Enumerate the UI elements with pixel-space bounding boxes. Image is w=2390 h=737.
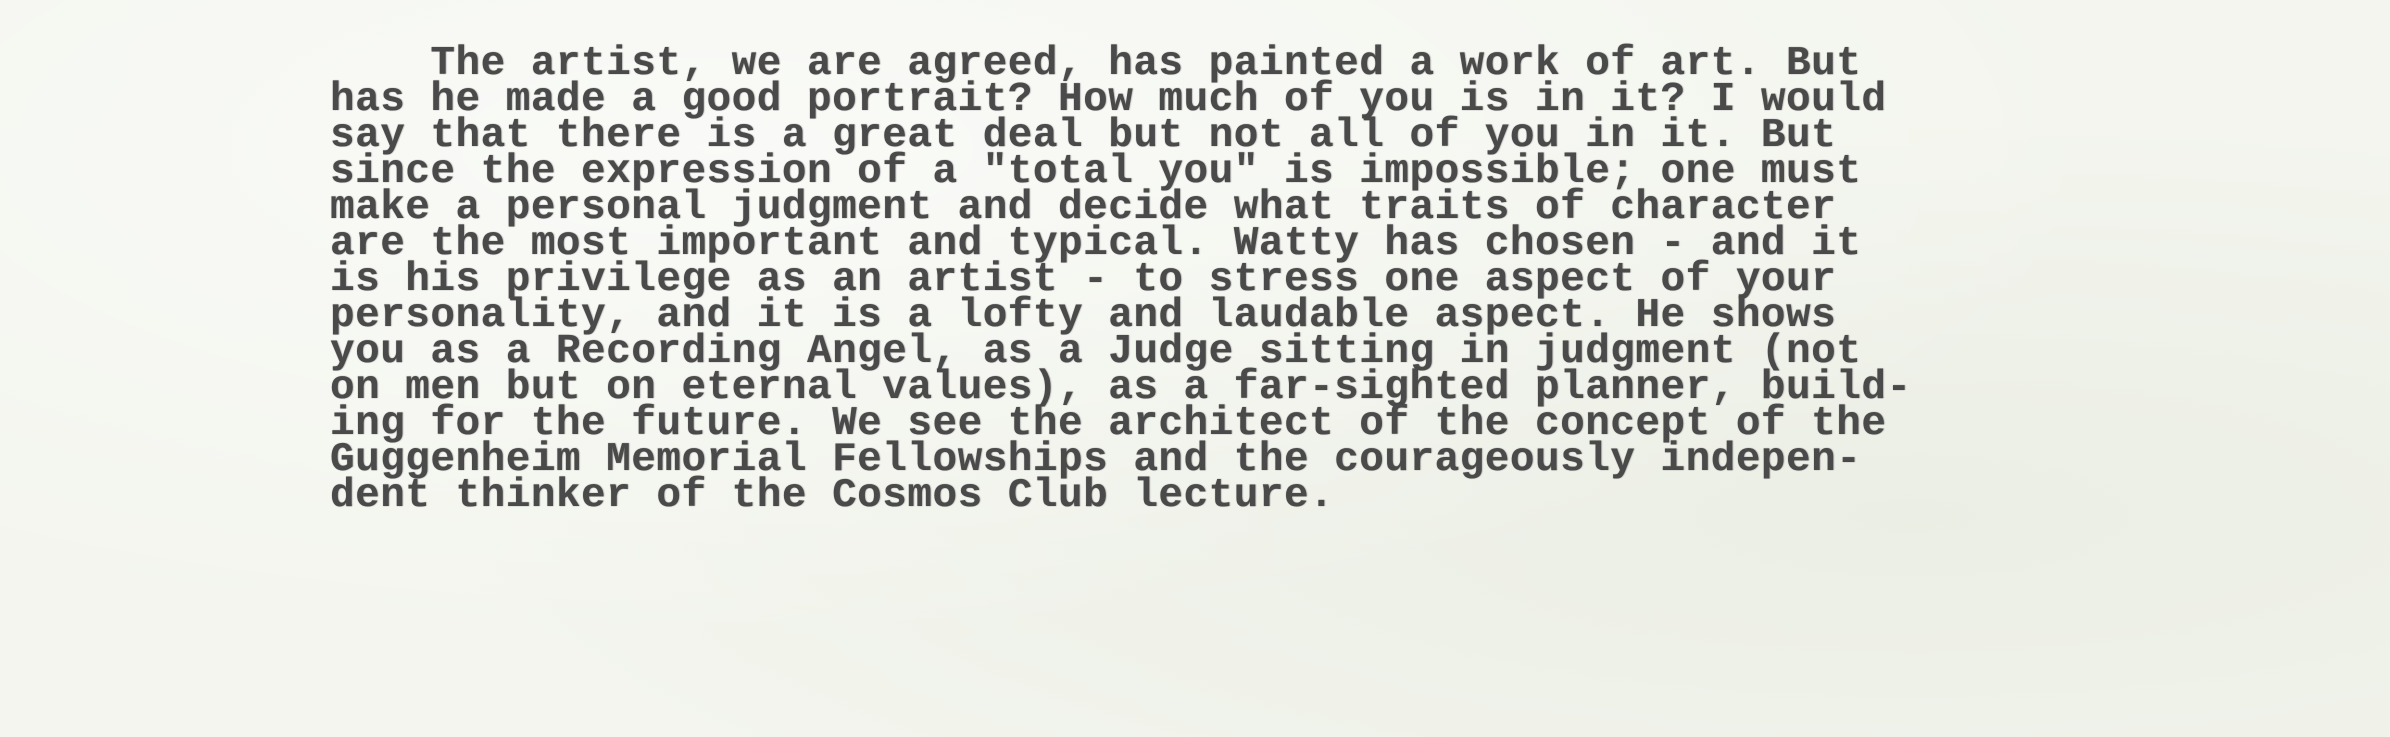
text-line: on men but on eternal values), as a far-sighted planner, build-: [330, 365, 1912, 411]
text-line: dent thinker of the Cosmos Club lecture.: [330, 473, 1335, 519]
text-line: ing for the future. We see the architect of the concept of the: [330, 401, 1887, 447]
text-line: since the expression of a "total you" is impossible; one must: [330, 149, 1862, 195]
text-line: personality, and it is a lofty and laudable aspect. He shows: [330, 293, 1837, 339]
text-line: has he made a good portrait? How much of you is in it? I would: [330, 77, 1887, 123]
text-line: make a personal judgment and decide what traits of character: [330, 185, 1837, 231]
typed-paragraph: [330, 41, 2230, 519]
text-line: say that there is a great deal but not all of you in it. But: [330, 113, 1837, 159]
text-line: Guggenheim Memorial Fellowships and the courageously indepen-: [330, 437, 1862, 483]
text-line: you as a Recording Angel, as a Judge sitting in judgment (not: [330, 329, 1862, 375]
text-line: The artist, we are agreed, has painted a work of art. But: [330, 41, 1862, 87]
text-line: is his privilege as an artist - to stress one aspect of your: [330, 257, 1837, 303]
text-line: are the most important and typical. Watty has chosen - and it: [330, 221, 1862, 267]
